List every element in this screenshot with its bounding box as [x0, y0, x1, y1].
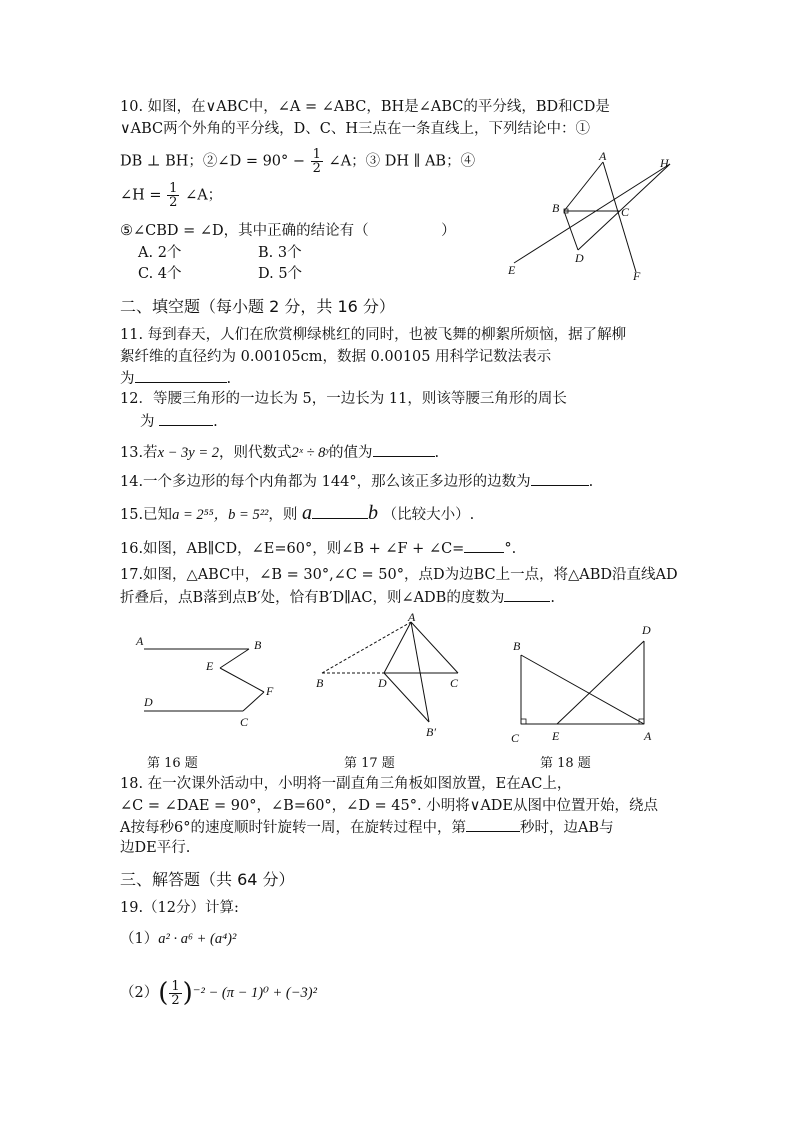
label-e: E [206, 659, 214, 673]
q10-option-b: B. 3个 [258, 245, 302, 261]
label-a: A [136, 634, 144, 648]
line-eh [514, 164, 670, 263]
answer-blank[interactable] [504, 587, 550, 602]
q11-line1: 11. 每到春天，人们在欣赏柳绿桃红的同时，也被飞舞的柳絮所烦恼，据了解柳 [120, 327, 627, 343]
caption-fig18: 第 18 题 [540, 756, 591, 771]
label-d: D [642, 623, 651, 637]
q10-option-a: A. 2个 [138, 245, 182, 261]
q18-line4: 边DE平行. [120, 840, 191, 856]
fraction: $\frac{1}{2}$ [312, 147, 321, 176]
q14: 14.一个多边形的每个内角都为 144°，那么该正多边形的边数为 . [120, 471, 593, 492]
label-a: A [408, 612, 416, 624]
q10-figure [500, 150, 680, 282]
q10-line5: ⑤∠CBD = ∠D，其中正确的结论有（ ） [120, 223, 456, 239]
q10-option-d: D. 5个 [258, 266, 303, 282]
label-b: B [513, 639, 521, 653]
q13: 13.若x − 3y = 2，则代数式2ˣ ÷ 8ʸ的值为 . [120, 442, 439, 463]
answer-blank[interactable] [159, 411, 213, 426]
line-ab [564, 162, 603, 211]
answer-blank[interactable] [466, 817, 520, 832]
label-h: H [660, 156, 669, 170]
q10-option-c: C. 4个 [138, 266, 182, 282]
label-b-prime: B′ [426, 725, 436, 739]
q19-title: 19.（12分）计算: [120, 900, 239, 916]
q12-line2: 为 . [140, 411, 218, 432]
label-e: E [508, 263, 516, 277]
q12-line1: 12．等腰三角形的一边长为 5，一边长为 11，则该等腰三角形的周长 [120, 391, 567, 407]
label-d: D [378, 676, 387, 690]
label-c: C [511, 731, 520, 744]
section2-title: 二、填空题（每小题 2 分，共 16 分） [120, 297, 395, 316]
label-b: B [316, 676, 324, 690]
q17-line2: 折叠后，点B落到点B′处，恰有B′D∥AC，则∠ADB的度数为 . [120, 587, 555, 608]
label-b: B [254, 638, 262, 652]
label-c: C [450, 676, 459, 690]
q18-line1: 18. 在一次课外活动中，小明将一副直角三角板如图放置，E在AC上， [120, 776, 572, 792]
q10-line2: ∨ABC两个外角的平分线，D、C、H三点在一条直线上，下列结论中：① [120, 121, 590, 137]
q11-line3: 为 . [120, 368, 231, 389]
q10-line4: ∠H = $\frac{1}{2}$ ∠A； [120, 181, 223, 210]
answer-blank[interactable] [531, 471, 589, 486]
label-d: D [144, 695, 153, 709]
q18-line3: A按每秒6°的速度顺时针旋转一周，在旋转过程中，第 秒时，边AB与 [120, 817, 614, 838]
q17-line1: 17.如图，△ABC中，∠B = 30°,∠C = 50°，点D为边BC上一点，将△ABD沿直线AD [120, 567, 678, 583]
answer-blank[interactable] [135, 368, 227, 383]
label-d: D [575, 251, 584, 265]
label-f: F [266, 684, 274, 698]
fig17 [312, 612, 472, 744]
q10-line3: DB ⊥ BH；②∠D = 90° − $\frac{1}{2}$ ∠A；③ DH ∥ AB；④ [120, 147, 476, 176]
section3-title: 三、解答题（共 64 分） [120, 870, 295, 889]
fig18 [505, 618, 665, 744]
q15: 15.已知a = 2⁵⁵，b = 5²²，则 a b （比较大小）. [120, 502, 475, 524]
fraction: $\frac{1}{2}$ [171, 978, 180, 1008]
q11-line2: 絮纤维的直径约为 0.00105cm，数据 0.00105 用科学记数法表示 [120, 349, 552, 365]
line-af [603, 162, 636, 272]
label-a: A [599, 150, 607, 163]
label-c: C [621, 205, 630, 219]
caption-fig17: 第 17 题 [344, 756, 395, 771]
q19-part1: （1）a² · a⁶ + (a⁴)² [120, 931, 237, 947]
q16: 16.如图，AB∥CD，∠E=60°，则∠B + ∠F + ∠C= °. [120, 538, 516, 559]
label-a: A [644, 729, 652, 743]
answer-blank[interactable] [464, 538, 504, 553]
label-e: E [552, 729, 560, 743]
label-b: B [552, 201, 560, 215]
q18-line2: ∠C = ∠DAE = 90°，∠B=60°，∠D = 45°. 小明将∨ADE从图中位置开始，绕点 [120, 798, 659, 814]
fraction: $\frac{1}{2}$ [169, 181, 178, 210]
caption-fig16: 第 16 题 [147, 756, 198, 771]
q19-part2: （2）( $\frac{1}{2}$ )⁻² − (π − 1)⁰ + (−3)² [120, 978, 317, 1008]
answer-blank[interactable] [373, 442, 435, 457]
answer-blank[interactable] [312, 504, 368, 519]
fig16 [130, 628, 290, 738]
q10-line1: 10. 如图，在∨ABC中，∠A = ∠ABC，BH是∠ABC的平分线，BD和CD是 [120, 99, 610, 115]
label-c: C [240, 715, 249, 729]
label-f: F [633, 269, 641, 282]
